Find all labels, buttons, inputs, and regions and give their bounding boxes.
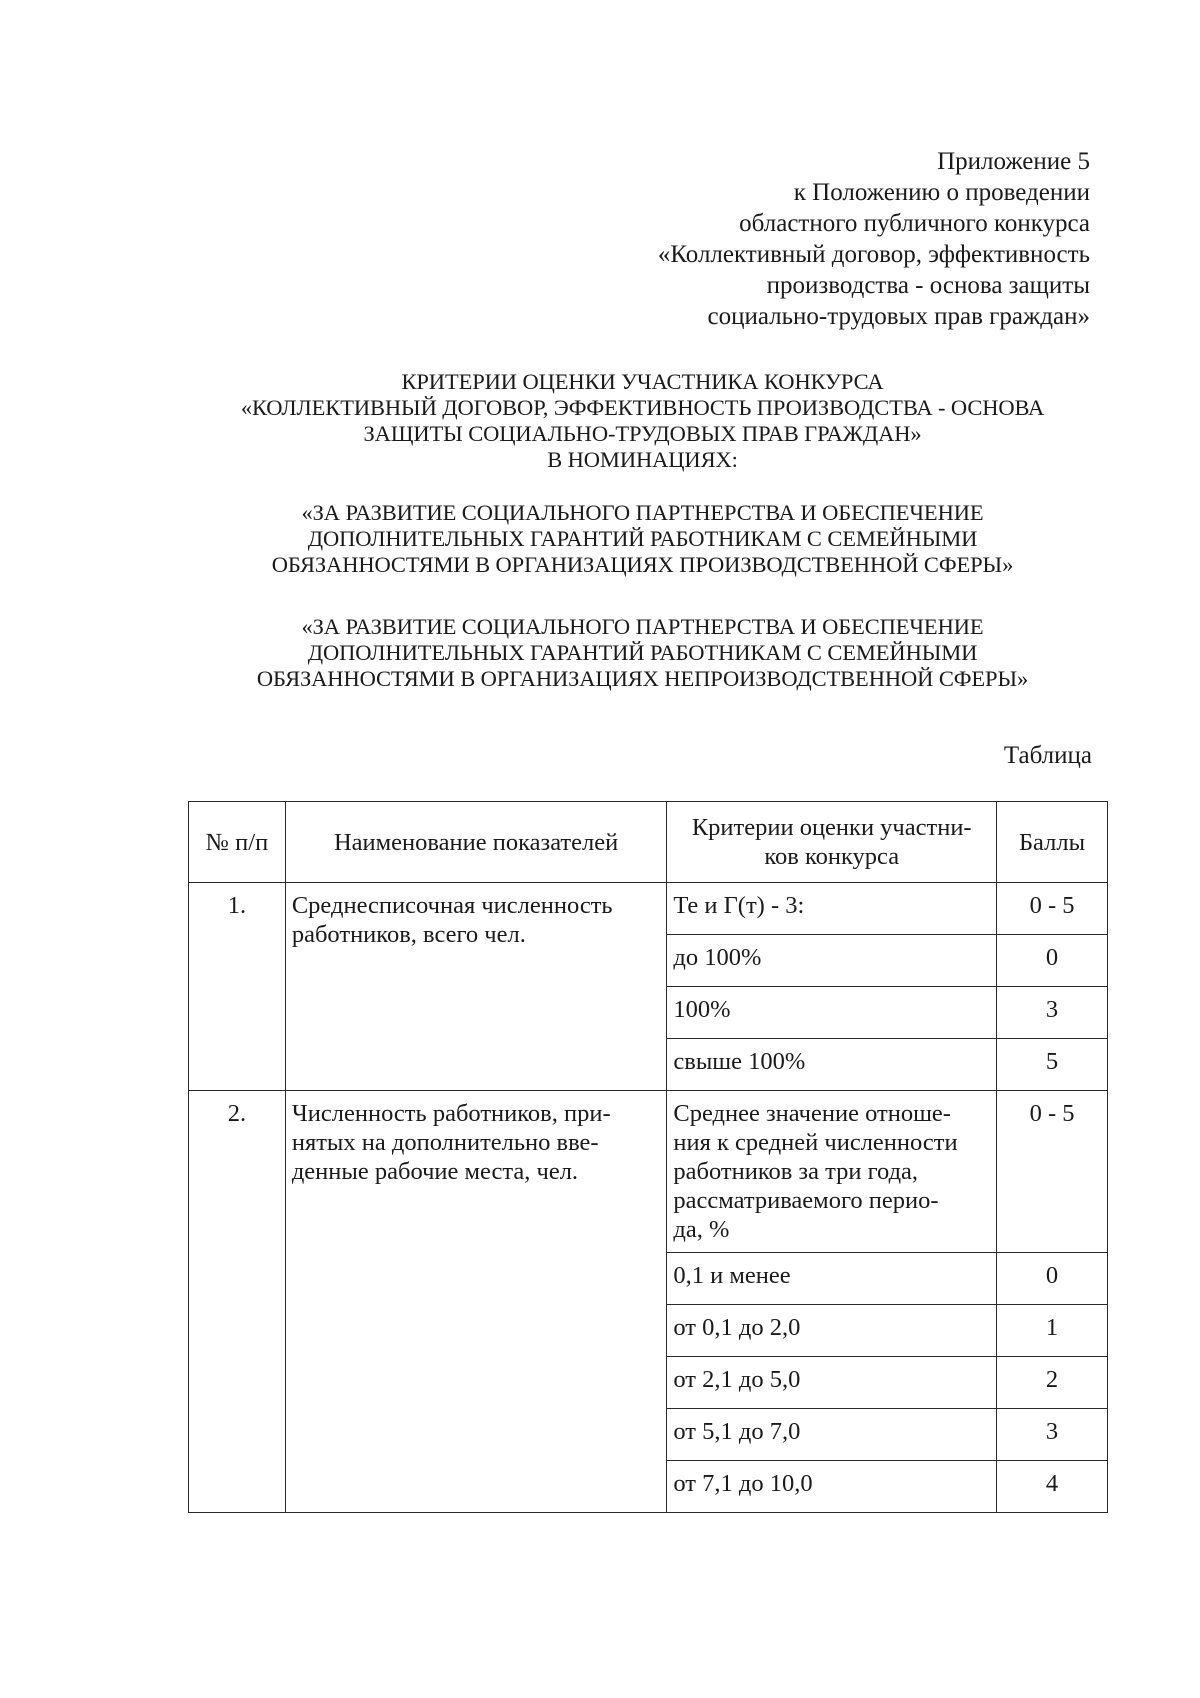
points-cell: 0 - 5	[997, 1091, 1108, 1253]
indicator-name-line: Численность работников, при-	[291, 1100, 611, 1127]
appendix-line: «Коллективный договор, эффективность	[657, 241, 1090, 268]
points-cell: 5	[997, 1039, 1108, 1091]
table-row	[189, 883, 1108, 935]
nomination-line: «ЗА РАЗВИТИЕ СОЦИАЛЬНОГО ПАРТНЕРСТВА И ОБЕСПЕЧЕНИЕ	[301, 614, 984, 639]
indicator-name	[285, 1091, 667, 1513]
criteria-line: да, %	[673, 1216, 730, 1243]
points-cell: 0	[997, 935, 1108, 987]
header-criteria-line: ков конкурса	[764, 843, 900, 870]
criteria-table	[188, 801, 1108, 1513]
row-number: 1.	[189, 883, 286, 1091]
criteria-cell: 0,1 и менее	[667, 1253, 997, 1305]
points-cell: 2	[997, 1357, 1108, 1409]
title-line: В НОМИНАЦИЯХ:	[547, 447, 738, 472]
indicator-name	[285, 883, 667, 1091]
indicator-name-line: денные рабочие места, чел.	[291, 1158, 579, 1185]
title-line: «КОЛЛЕКТИВНЫЙ ДОГОВОР, ЭФФЕКТИВНОСТЬ ПРОИЗВОДСТВА - ОСНОВА	[240, 395, 1045, 420]
criteria-cell: от 7,1 до 10,0	[667, 1461, 997, 1513]
header-name: Наименование показателей	[285, 802, 667, 883]
indicator-name-line: Среднесписочная численность	[291, 892, 613, 919]
appendix-reference	[658, 146, 1090, 332]
header-criteria	[667, 802, 997, 883]
indicator-name-line: работников, всего чел.	[291, 921, 526, 948]
points-cell: 0	[997, 1253, 1108, 1305]
title-line: КРИТЕРИИ ОЦЕНКИ УЧАСТНИКА КОНКУРСА	[401, 369, 884, 394]
criteria-line: ния к средней численности	[673, 1129, 958, 1156]
criteria-cell: от 0,1 до 2,0	[667, 1305, 997, 1357]
nomination-line: ДОПОЛНИТЕЛЬНЫХ ГАРАНТИЙ РАБОТНИКАМ С СЕМЕЙНЫМИ	[307, 526, 978, 551]
appendix-line: областного публичного конкурса	[739, 210, 1090, 237]
criteria-cell: от 5,1 до 7,0	[667, 1409, 997, 1461]
criteria-cell	[667, 1091, 997, 1253]
criteria-cell: 100%	[667, 987, 997, 1039]
points-cell: 1	[997, 1305, 1108, 1357]
criteria-cell: до 100%	[667, 935, 997, 987]
title-line: ЗАЩИТЫ СОЦИАЛЬНО-ТРУДОВЫХ ПРАВ ГРАЖДАН»	[363, 421, 922, 446]
criteria-cell: от 2,1 до 5,0	[667, 1357, 997, 1409]
criteria-line: рассматриваемого перио-	[673, 1187, 939, 1214]
header-points: Баллы	[997, 802, 1108, 883]
criteria-line: работников за три года,	[673, 1158, 919, 1185]
points-cell: 3	[997, 987, 1108, 1039]
appendix-line: к Положению о проведении	[793, 179, 1090, 206]
nomination-line: ОБЯЗАННОСТЯМИ В ОРГАНИЗАЦИЯХ ПРОИЗВОДСТВЕННОЙ СФЕРЫ»	[271, 552, 1014, 577]
header-criteria-line: Критерии оценки участни-	[691, 814, 972, 841]
document-title	[150, 369, 1135, 473]
points-cell: 0 - 5	[997, 883, 1108, 935]
appendix-line: социально-трудовых прав граждан»	[707, 303, 1090, 330]
criteria-line: Среднее значение отноше-	[673, 1100, 951, 1127]
appendix-line: производства - основа защиты	[766, 272, 1090, 299]
points-cell: 4	[997, 1461, 1108, 1513]
criteria-cell: Те и Г(т) - 3:	[667, 883, 997, 935]
nomination-line: ДОПОЛНИТЕЛЬНЫХ ГАРАНТИЙ РАБОТНИКАМ С СЕМЕЙНЫМИ	[307, 640, 978, 665]
nomination-non-production	[150, 614, 1135, 692]
appendix-line: Приложение 5	[937, 148, 1090, 175]
table-header-row	[189, 802, 1108, 883]
table-label: Таблица	[1003, 742, 1092, 769]
criteria-cell: свыше 100%	[667, 1039, 997, 1091]
header-num: № п/п	[189, 802, 286, 883]
nomination-line: «ЗА РАЗВИТИЕ СОЦИАЛЬНОГО ПАРТНЕРСТВА И ОБЕСПЕЧЕНИЕ	[301, 500, 984, 525]
row-number: 2.	[189, 1091, 286, 1513]
points-cell: 3	[997, 1409, 1108, 1461]
indicator-name-line: нятых на дополнительно вве-	[291, 1129, 599, 1156]
table-row	[189, 1091, 1108, 1253]
nomination-line: ОБЯЗАННОСТЯМИ В ОРГАНИЗАЦИЯХ НЕПРОИЗВОДСТВЕННОЙ СФЕРЫ»	[256, 666, 1029, 691]
nomination-production	[150, 500, 1135, 578]
